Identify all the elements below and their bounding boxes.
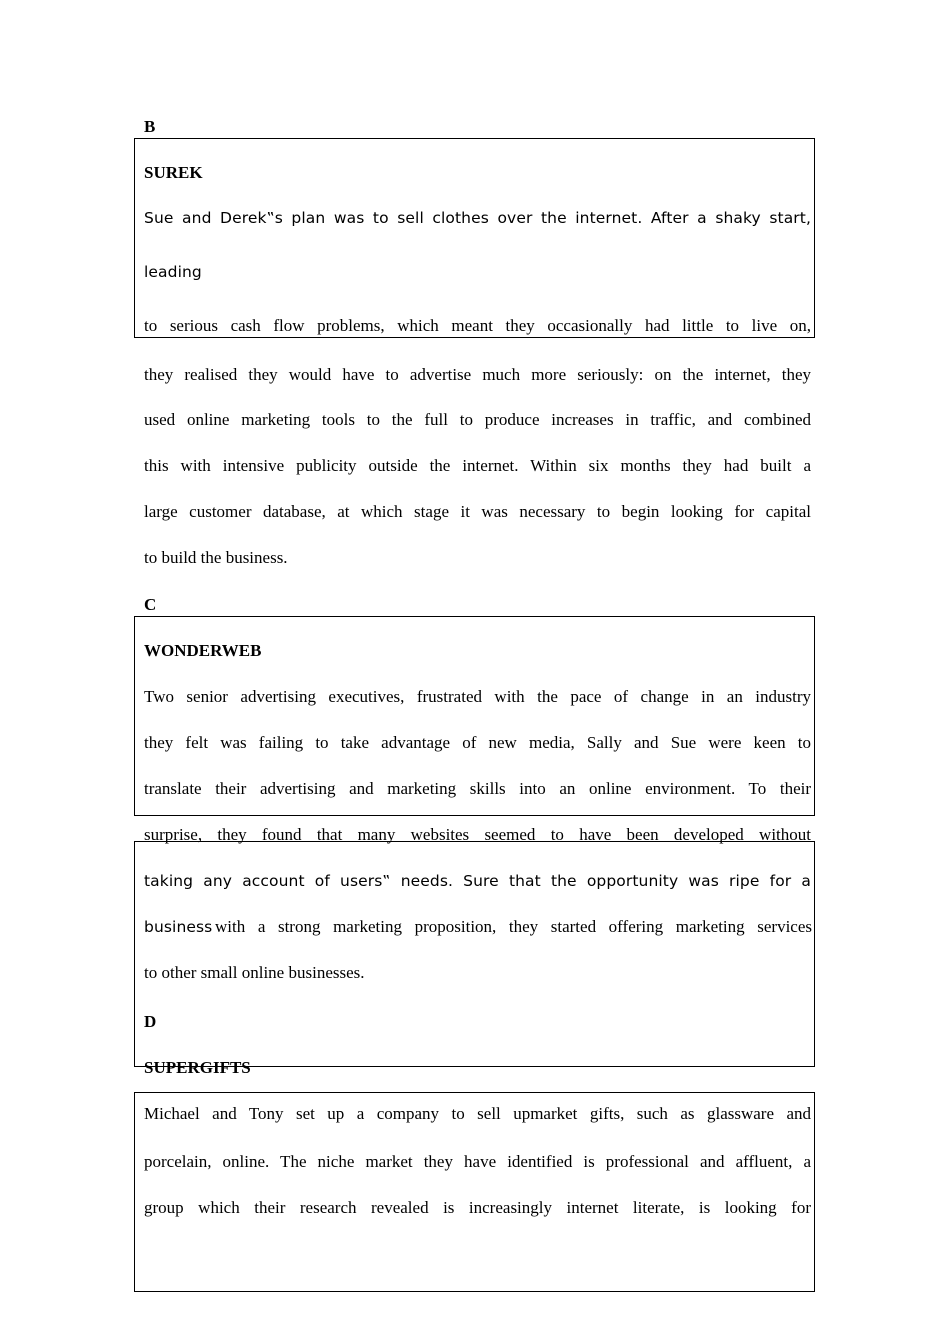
frame-box-surek xyxy=(134,138,815,338)
paragraph-line: Two senior advertising executives, frustrated with the pace of change in an industry xyxy=(144,687,811,706)
paragraph-line: translate their advertising and marketing skills into an online environment. To their xyxy=(144,779,811,798)
paragraph-line: leading xyxy=(144,263,202,281)
section-letter-d: D xyxy=(144,1012,157,1031)
paragraph-line: they felt was failing to take advantage of new media, Sally and Sue were keen to xyxy=(144,733,811,752)
section-letter-b: B xyxy=(144,117,156,136)
paragraph-line: this with intensive publicity outside the internet. Within six months they had built a xyxy=(144,456,811,475)
paragraph-line: surprise, they found that many websites seemed to have been developed without xyxy=(144,825,811,844)
paragraph-line: Michael and Tony set up a company to sell upmarket gifts, such as glassware and xyxy=(144,1104,811,1123)
section-heading-supergifts: SUPERGIFTS xyxy=(144,1058,251,1077)
paragraph-line: large customer database, at which stage it was necessary to begin looking for capital xyxy=(144,502,811,521)
section-letter-c: C xyxy=(144,595,157,614)
paragraph-line: group which their research revealed is increasingly internet literate, is looking for xyxy=(144,1198,811,1217)
paragraph-line: with a strong marketing proposition, they started offering marketing services xyxy=(215,917,812,936)
paragraph-line: to other small online businesses. xyxy=(144,963,365,982)
paragraph-line: to build the business. xyxy=(144,548,288,567)
section-heading-wonderweb: WONDERWEB xyxy=(144,641,262,660)
paragraph-line: they realised they would have to advertise much more seriously: on the internet, they xyxy=(144,365,811,384)
paragraph-line: porcelain, online. The niche market they have identified is professional and affluent, a xyxy=(144,1152,811,1171)
paragraph-line: to serious cash flow problems, which meant they occasionally had little to live on, xyxy=(144,316,811,335)
paragraph-line: business xyxy=(144,918,213,936)
paragraph-line: used online marketing tools to the full to produce increases in traffic, and combined xyxy=(144,410,811,429)
section-heading-surek: SUREK xyxy=(144,163,203,182)
paragraph-line: taking any account of users‟ needs. Sure that the opportunity was ripe for a xyxy=(144,872,811,890)
paragraph-line: Sue and Derek‟s plan was to sell clothes over the internet. After a shaky start, xyxy=(144,209,811,227)
